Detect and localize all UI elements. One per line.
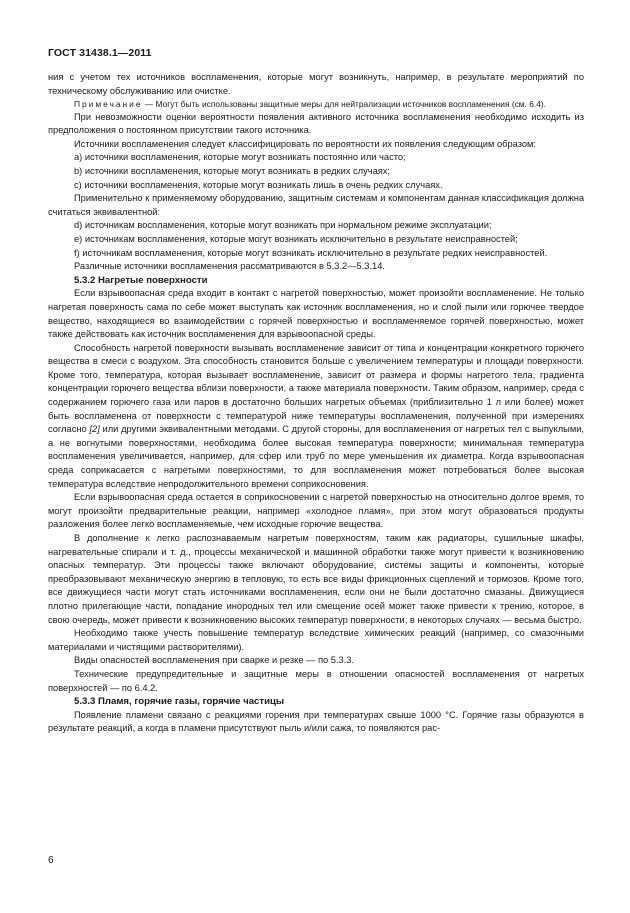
list-item-f: f) источникам воспламенения, которые могут возникать исключительно в результате редких неисправностей. <box>74 247 548 258</box>
reference-link: [2] <box>89 424 100 435</box>
list-item-e: e) источникам воспламенения, которые могут возникать исключительно в результате неисправностей; <box>74 233 518 244</box>
paragraph-text: или другими эквивалентными методами. С другой стороны, для воспламенения от нагретых тел с выпуклыми, а не вогнутыми поверхностями, необходима более высокая температура поверхности; минимальная температура воспламенения увеличивается, например, для сфер или труб по мере уменьшения их диаметра. Когда взрывоопасная среда соприкасается с нагретыми поверхностями, то для воспламенения может потребоваться более высокая температура вследствие непродолжительного времени соприкосновения. <box>48 424 584 489</box>
note-lead: Примечание <box>74 99 143 110</box>
document-body <box>48 71 584 736</box>
paragraph-continuation: ния с учетом тех источников воспламенения, которые могут возникнуть, например, в результате мероприятий по техническому обслуживанию или очистке. <box>48 72 584 96</box>
section-heading-5-3-3: 5.3.3 Пламя, горячие газы, горячие частицы <box>74 696 285 708</box>
paragraph: Если взрывоопасная среда остается в соприкосновении с нагретой поверхностью на относительно долгое время, то могут произойти предварительные реакции, например «холодное пламя», при этом могут образоваться продукты разложения более легко воспламеняемые, чем исходные горючие вещества. <box>48 492 584 530</box>
paragraph: При невозможности оценки вероятности появления активного источника воспламенения необходимо исходить из предположения о постоянном присутствии такого источника. <box>48 111 584 136</box>
list-item-c: c) источники воспламенения, которые могут возникать лишь в очень редких случаях. <box>74 179 443 190</box>
paragraph: Различные источники воспламенения рассматриваются в 5.3.2—5.3.14. <box>74 261 385 272</box>
paragraph: Появление пламени связано с реакциями горения при температурах свыше 1000 °С. Горячие газы образуются в результате реакций, а когда в пламени присутствуют пыль и/или сажа, то появляются рас- <box>48 709 584 734</box>
list-item-d: d) источникам воспламенения, которые могут возникать при нормальном режиме эксплуатации; <box>74 220 492 231</box>
paragraph: Если взрывоопасная среда входит в контакт с нагретой поверхностью, может произойти воспламенение. Не только нагретая поверхность сама по себе может выступать как источник воспламенения, но и слой пыли или горючее твердое вещество, находящиеся во взаимодействии с горячей поверхностью и воспламеняемое горячей поверхностью, может также действовать как источник воспламенения для взрывоопасной среды. <box>48 288 584 340</box>
paragraph: В дополнение к легко распознаваемым нагретым поверхностям, таким как радиаторы, сушильные шкафы, нагревательные спирали и т. д., процессы механической и машинной обработки также могут привести к возникновению опасных температур. Эти процессы также включают оборудование, системы защиты и компоненты, которые преобразовывают механическую энергию в тепловую, то есть все виды фрикционных сцеплений и тормозов. Кроме того, все движущиеся части могут стать источниками воспламенения, если они не были достаточно смазаны. Движущиеся плотно прилегающие части, попадание инородных тел или смещение осей может также привести к трению, которое, в свою очередь, может привести к возникновению высоких температур поверхности, в некоторых случаях — весьма быстро. <box>48 533 584 625</box>
note-text: — Могут быть использованы защитные меры для нейтрализации источников воспламенения (см. 6.4). <box>142 99 546 110</box>
paragraph: Технические предупредительные и защитные меры в отношении опасностей воспламенения от нагретых поверхностей — по 6.4.2. <box>48 668 584 693</box>
note-paragraph <box>48 98 584 110</box>
page-number: 6 <box>48 855 54 866</box>
paragraph: Виды опасностей воспламенения при сварке и резке — по 5.3.3. <box>74 655 355 666</box>
list-item-b: b) источники воспламенения, которые могут возникать в редких случаях; <box>74 165 391 176</box>
document-header: ГОСТ 31438.1—2011 <box>48 47 152 59</box>
paragraph: Необходимо также учесть повышение температур вследствие химических реакций (например, со смазочными материалами и чистящими растворителями). <box>48 628 584 652</box>
paragraph-text: Способность нагретой поверхности вызывать воспламенение зависит от типа и концентрации конкретного горючего вещества в смеси с воздухом. Эта способность становится больше с увеличением температуры и площади поверхности. Кроме того, температура, которая вызывает воспламенение, зависит от размера и формы нагретого тела, градиента концентрации горючего вещества вблизи поверхности, а также материала поверхности. Таким образом, например, среда с содержанием горючего газа или паров в достаточно больших нагретых объемах (приблизительно 1 л или более) может быть воспламенена от поверхности с температурой ниже температуры воспламенения, полученной при измерениях согласно <box>48 342 584 435</box>
paragraph: Применительно к применяемому оборудованию, защитным системам и компонентам данная классификация должна считаться эквивалентной: <box>48 193 584 217</box>
section-heading-5-3-2: 5.3.2 Нагретые поверхности <box>74 274 208 286</box>
paragraph: Источники воспламенения следует классифицировать по вероятности их появления следующим образом: <box>74 138 536 149</box>
paragraph-with-reference <box>48 342 584 492</box>
list-item-a: a) источники воспламенения, которые могут возникать постоянно или часто; <box>74 152 406 163</box>
